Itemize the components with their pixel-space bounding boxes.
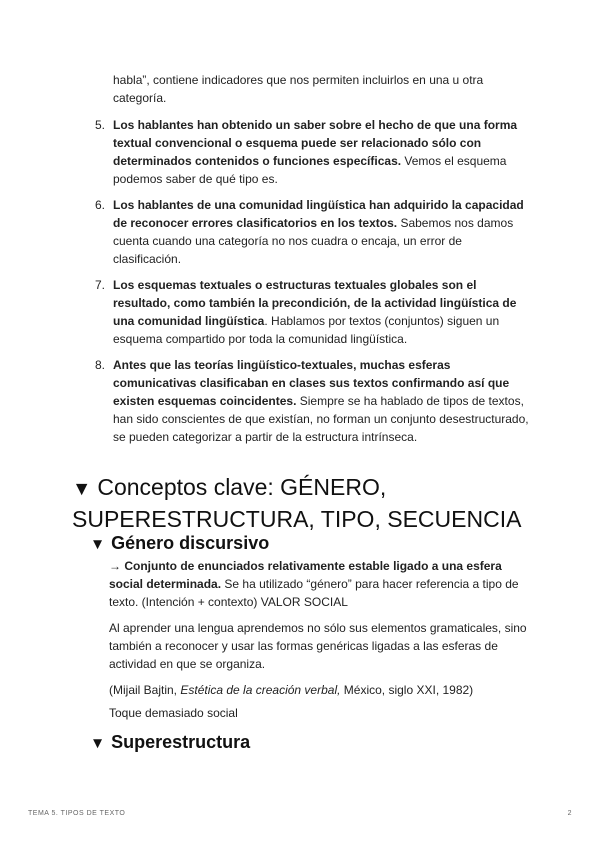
toggle-triangle-icon[interactable]: ▼: [90, 536, 106, 553]
list-number: 5.: [95, 118, 106, 132]
list-item-bold: Antes que las teorías lingüístico-textuales, muchas esferas comunicativas clasificaban en clases sus textos confirmando así que existen esquemas coincidentes.: [113, 358, 510, 408]
citation-title: Estética de la creación verbal,: [180, 683, 341, 697]
list-number: 6.: [95, 198, 106, 212]
list-number: 7.: [95, 278, 106, 292]
subheading-text: Superestructura: [111, 732, 251, 752]
list-item: [0, 356, 533, 446]
citation: [109, 681, 539, 699]
continuation-text: habla”, contiene indicadores que nos permiten incluirlos en una u otra categoría.: [113, 73, 484, 105]
list-item: [0, 276, 533, 348]
section-heading-text: Conceptos clave: GÉNERO, SUPERESTRUCTURA, TIPO, SECUENCIA: [72, 474, 522, 532]
note-text: Toque demasiado social: [109, 706, 238, 720]
list-item: [0, 116, 533, 188]
list-item-bold: Los esquemas textuales o estructuras textuales globales son el resultado, como también la precondición, de la actividad lingüística de una comunidad lingüística: [113, 278, 517, 328]
toggle-triangle-icon[interactable]: ▼: [72, 478, 92, 500]
subheading-text: Género discursivo: [111, 533, 270, 553]
list-item-text: Sabemos nos damos cuenta cuando una categoría no nos cuadra o encaja, un error de clasificación.: [113, 216, 514, 266]
numbered-list: [0, 116, 600, 454]
list-number: 8.: [95, 358, 106, 372]
section-heading-conceptos: [72, 472, 572, 534]
definition-bold: → Conjunto de enunciados relativamente estable ligado a una esfera social determinada.: [109, 559, 502, 591]
list-item-text: Siempre se ha hablado de tipos de textos, han sido conscientes de que existían, no forman un conjunto desestructurado, se pueden categorizar a partir de la estructura intrínseca.: [113, 394, 529, 444]
list-item-text: . Hablamos por textos (conjuntos) siguen un esquema compartido por toda la comunidad lingüística.: [113, 314, 500, 346]
page-number: 2: [567, 810, 572, 817]
subheading-genero-discursivo: [90, 532, 269, 556]
citation-close: México, siglo XXI, 1982): [340, 683, 474, 697]
list-item: [0, 196, 533, 268]
list-item-text: Vemos el esquema podemos saber de qué tipo es.: [113, 154, 507, 186]
learning-paragraph: Al aprender una lengua aprendemos no sólo sus elementos gramaticales, sino también a reconocer y usar las formas genéricas ligadas a las esferas de actividad en que se organiza.: [109, 621, 527, 671]
definition-paragraph: [109, 557, 539, 611]
list-item-bold: Los hablantes han obtenido un saber sobre el hecho de que una forma textual convencional o esquema puede ser relacionado sólo con determinados contenidos o funciones específicas.: [113, 118, 518, 168]
subheading-superestructura: [90, 731, 250, 755]
list-item-bold: Los hablantes de una comunidad lingüística han adquirido la capacidad de reconocer errores clasificatorios en los textos.: [113, 198, 524, 230]
toggle-triangle-icon[interactable]: ▼: [90, 735, 106, 752]
citation-open: (Mijail Bajtin,: [109, 683, 181, 697]
footer-title: TEMA 5. TIPOS DE TEXTO: [28, 810, 126, 817]
definition-text: Se ha utilizado “género” para hacer referencia a tipo de texto. (Intención + contexto) VALOR SOCIAL: [109, 577, 519, 609]
